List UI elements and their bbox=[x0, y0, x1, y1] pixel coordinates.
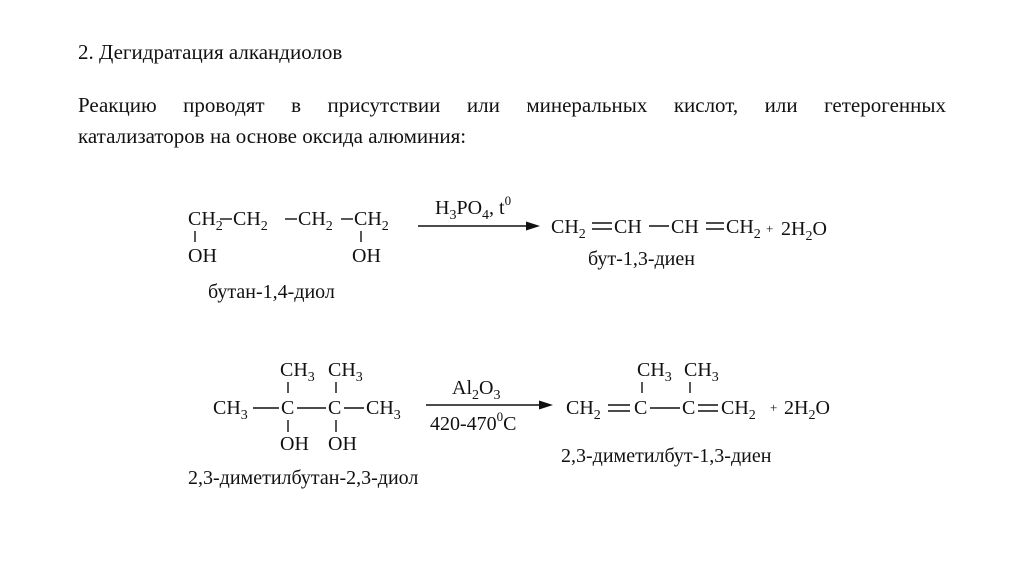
product-2-name: 2,3-диметилбут-1,3-диен bbox=[561, 445, 772, 467]
svg-text:CH2: $CH_2$ bbox=[721, 397, 756, 423]
svg-text:C: C bbox=[281, 397, 295, 419]
paragraph-line-1: Реакцию проводят в присутствии или минеральных кислот, или гетерогенных bbox=[78, 93, 946, 117]
oh-group-left: OH bbox=[188, 245, 217, 267]
plus-sign-1: + bbox=[766, 221, 774, 236]
svg-text:CH2: $CH_2$ bbox=[188, 208, 223, 234]
svg-text:Al2O3: $Al_2O_3$ bbox=[452, 377, 501, 403]
svg-text:CH2: $CH_2$ bbox=[354, 208, 389, 234]
product-2-formula bbox=[566, 359, 830, 423]
svg-text:CH3: $CH_3$ bbox=[213, 397, 248, 423]
svg-text:CH3: $CH_3$ bbox=[684, 359, 719, 385]
svg-text:420-4700C: $420-470^0C$ bbox=[430, 409, 517, 435]
oh-group-c3: OH bbox=[328, 433, 357, 455]
paragraph-line-2: катализаторов на основе оксида алюминия: bbox=[78, 124, 467, 148]
svg-text:C: C bbox=[328, 397, 342, 419]
water-1: $2H_2O$ bbox=[781, 218, 827, 244]
svg-text:CH2: $CH_2$ bbox=[726, 216, 761, 242]
svg-text:CH3: $CH_3$ bbox=[366, 397, 401, 423]
water-2: $2H_2O$ bbox=[784, 397, 830, 423]
product-1-formula bbox=[551, 216, 827, 244]
reactant-1-name: бутан-1,4-диол bbox=[208, 281, 335, 303]
reaction-1 bbox=[188, 193, 827, 303]
svg-text:CH3: $CH_3$ bbox=[280, 359, 315, 385]
reactant-1-formula bbox=[188, 208, 389, 267]
oh-group-c2: OH bbox=[280, 433, 309, 455]
reaction-2 bbox=[188, 359, 830, 489]
section-heading: 2. Дегидратация алкандиолов bbox=[78, 40, 343, 64]
svg-text:C: C bbox=[634, 397, 648, 419]
svg-text:CH: CH bbox=[614, 216, 642, 238]
reaction-1-conditions bbox=[418, 193, 540, 231]
plus-sign-2: + bbox=[770, 400, 778, 415]
svg-text:CH: CH bbox=[671, 216, 699, 238]
reaction-2-conditions bbox=[426, 377, 553, 435]
svg-text:CH3: $CH_3$ bbox=[637, 359, 672, 385]
svg-text:H3PO4, t0: $H_3PO_4$, $t^0$ bbox=[435, 193, 512, 223]
svg-text:CH2: $CH_2$ bbox=[298, 208, 333, 234]
product-1-name: бут-1,3-диен bbox=[588, 248, 695, 270]
svg-text:CH2: $CH_2$ bbox=[551, 216, 586, 242]
svg-text:CH2: $CH_2$ bbox=[233, 208, 268, 234]
oh-group-right: OH bbox=[352, 245, 381, 267]
svg-text:CH2: $CH_2$ bbox=[566, 397, 601, 423]
reactant-2-name: 2,3-диметилбутан-2,3-диол bbox=[188, 467, 419, 489]
svg-text:CH3: $CH_3$ bbox=[328, 359, 363, 385]
svg-text:C: C bbox=[682, 397, 696, 419]
reactant-2-formula bbox=[213, 359, 401, 455]
